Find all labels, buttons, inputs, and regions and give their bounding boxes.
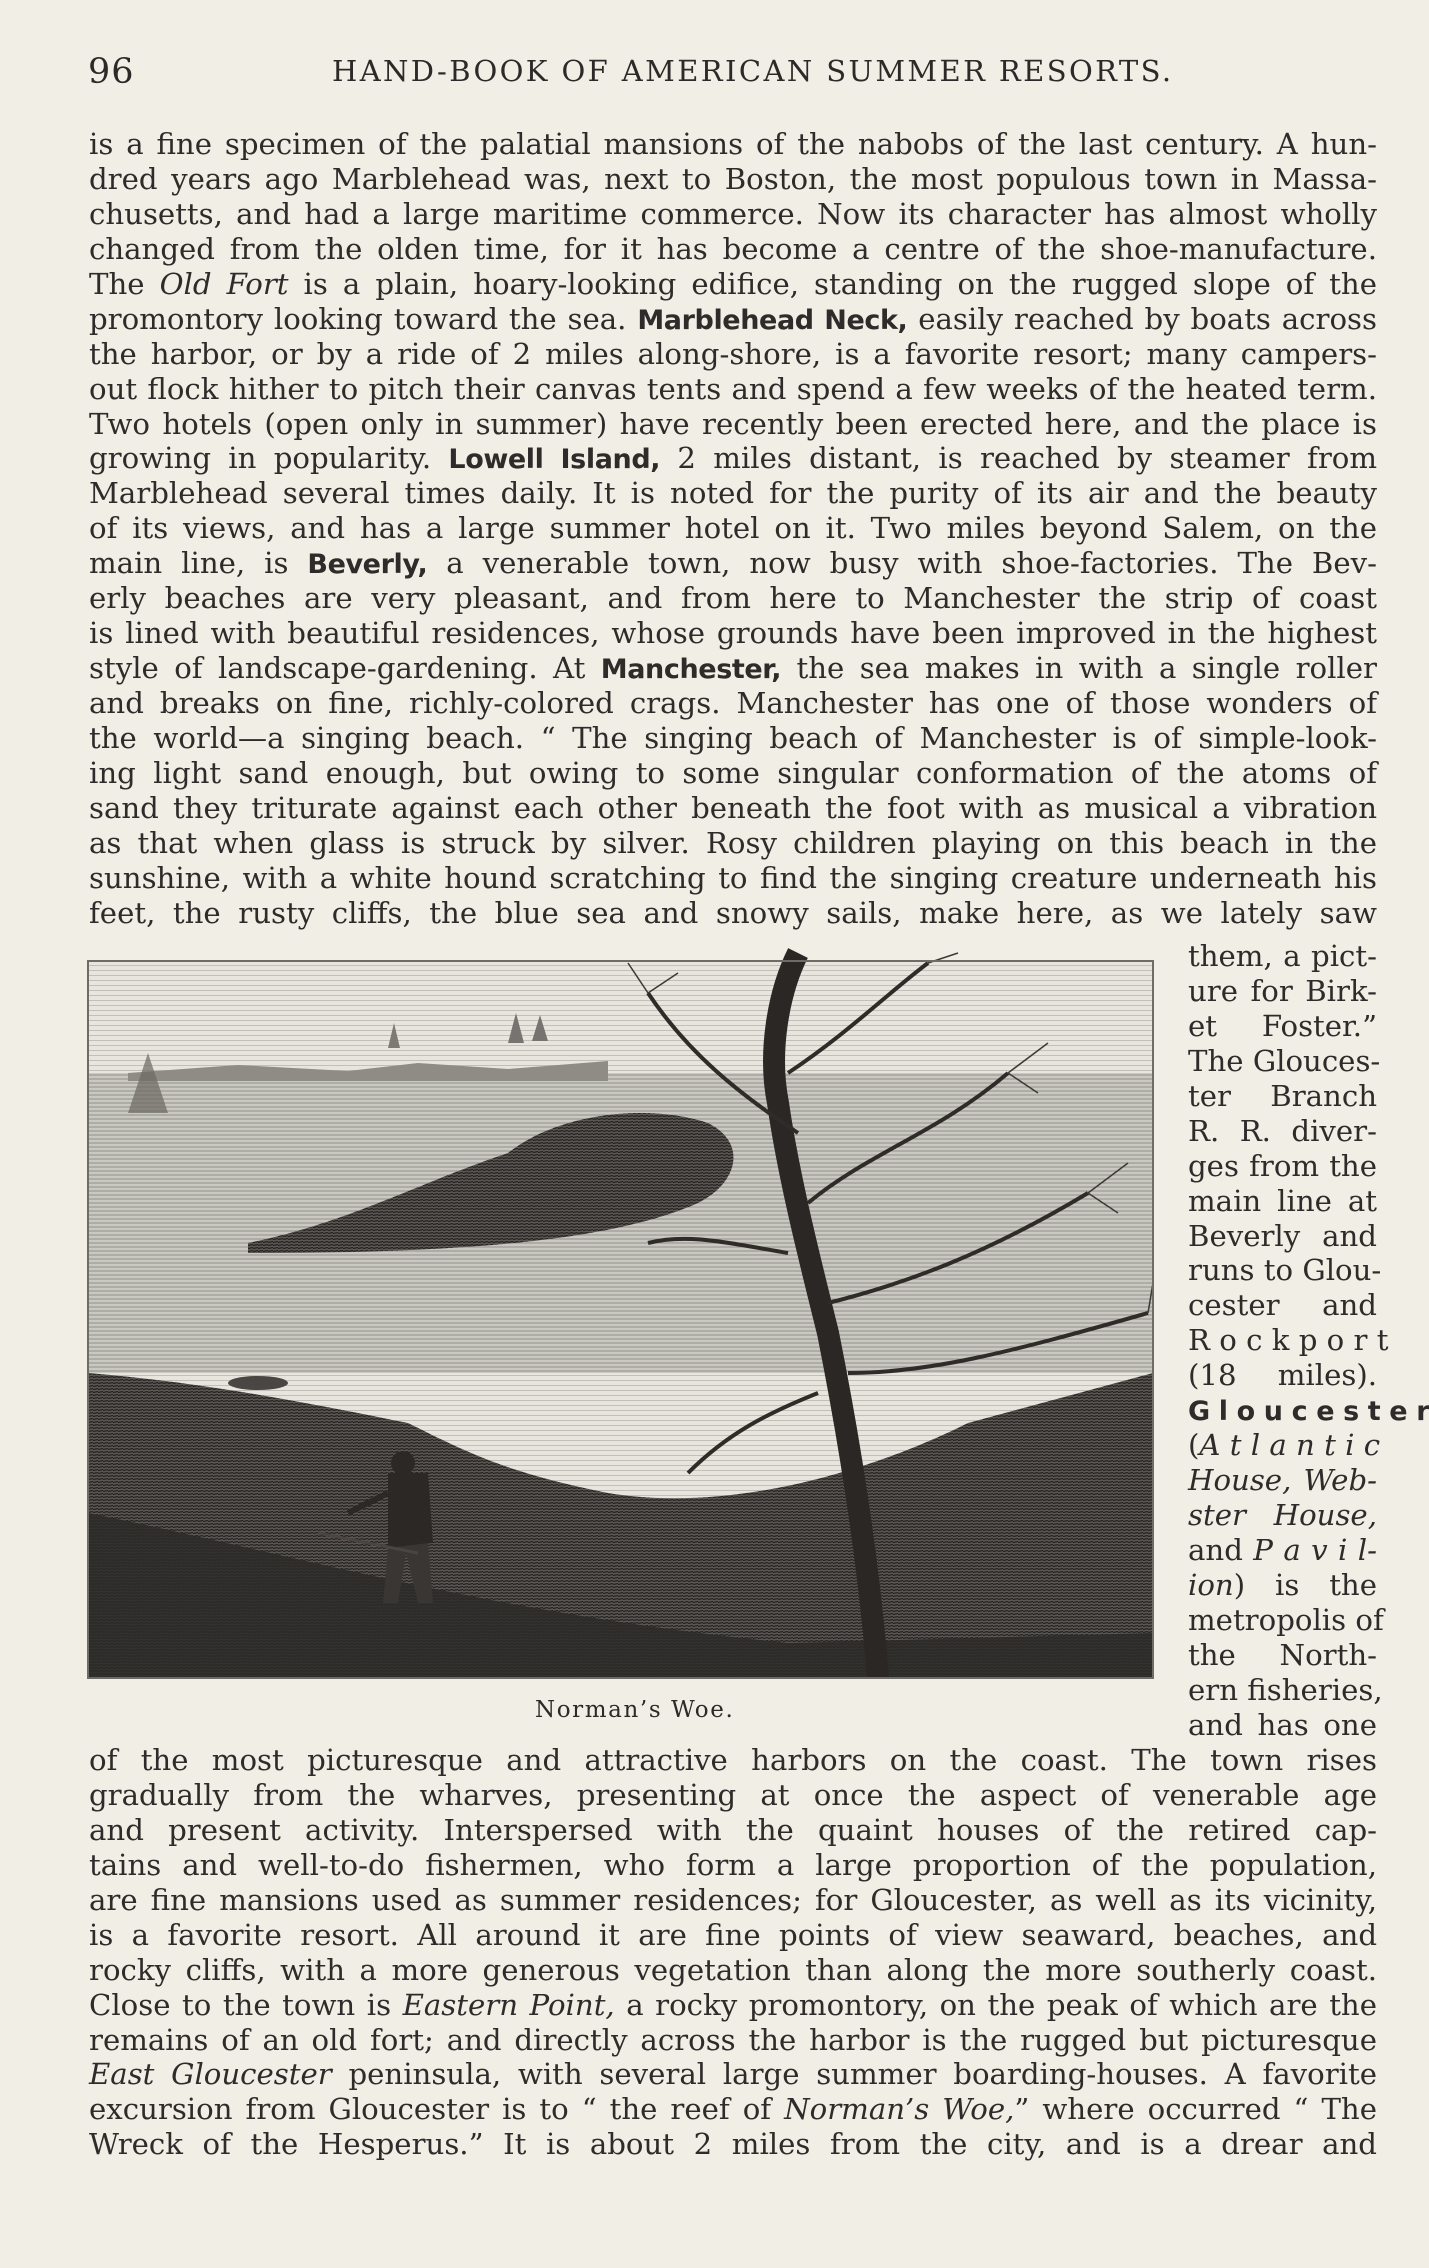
text-line <box>89 372 1377 407</box>
text-run: (18 miles). <box>1188 1358 1377 1393</box>
text-line <box>89 302 1377 337</box>
text-line <box>89 407 1377 442</box>
text-run: Marblehead several times daily. It is noted for the purity of its air and the beauty <box>89 476 1377 511</box>
text-line <box>1188 1253 1382 1288</box>
italic-text: House, Web- <box>1188 1463 1377 1498</box>
text-run: easily reached by boats across <box>907 301 1377 336</box>
text-run: and breaks on fine, richly-colored crags. Manchester has one of those wonders of <box>89 686 1377 720</box>
page-number: 96 <box>88 52 135 92</box>
text-line <box>89 896 1377 931</box>
text-run: ure for Birk- <box>1188 973 1377 1008</box>
text-run: sunshine, with a white hound scratching to find the singing creature underneath his <box>89 860 1377 895</box>
text-run: 2 miles distant, is reached by steamer from <box>660 441 1378 476</box>
italic-text: Norman’s Woe, <box>784 2092 1015 2127</box>
text-line <box>1188 1079 1377 1114</box>
text-line <box>89 2057 1377 2092</box>
italic-text: Eastern Point, <box>402 1987 615 2022</box>
text-line <box>1188 1358 1377 1393</box>
text-line <box>89 441 1377 476</box>
text-line <box>89 127 1377 162</box>
text-run: them, a pict- <box>1188 939 1377 973</box>
text-run: ing light sand enough, but owing to some singular conformation of the atoms of <box>89 755 1377 790</box>
text-run: main line, is <box>89 546 308 581</box>
place-name: Beverly, <box>307 549 428 581</box>
text-line <box>89 476 1377 511</box>
text-run: of the most picturesque and attractive harbors on the coast. The town rises <box>89 1743 1377 1777</box>
text-run: runs to Glou- <box>1188 1253 1382 1288</box>
text-line <box>89 686 1377 721</box>
text-run: the harbor, or by a ride of 2 miles along-shore, is a favorite resort; many campers- <box>89 336 1377 371</box>
text-run: changed from the olden time, for it has become a centre of the shoe-manufacture. <box>89 231 1377 266</box>
text-line <box>1188 1288 1377 1323</box>
text-line <box>89 1848 1377 1883</box>
text-run: ( <box>1188 1428 1200 1463</box>
text-run: style of landscape-gardening. At <box>89 651 601 686</box>
text-line <box>89 1813 1377 1848</box>
text-run: and <box>1188 1532 1254 1567</box>
page-header <box>88 52 1378 98</box>
place-name: Manchester, <box>600 654 782 686</box>
body-text-bottom <box>89 1743 1377 2162</box>
text-run: and has one <box>1188 1707 1377 1742</box>
text-run: The <box>89 266 160 301</box>
text-run: ern fisheries, <box>1188 1672 1383 1707</box>
text-line <box>89 1883 1377 1918</box>
text-run: dred years ago Marblehead was, next to Boston, the most populous town in Massa- <box>89 161 1377 196</box>
text-run: ter Branch <box>1188 1078 1377 1113</box>
text-run: metropolis of <box>1188 1602 1384 1637</box>
text-run: et Foster.” <box>1188 1008 1377 1043</box>
text-line <box>1188 1114 1377 1149</box>
text-run: gradually from the wharves, presenting at once the aspect of venerable age <box>89 1777 1377 1812</box>
text-run: chusetts, and had a large maritime commerce. Now its character has almost wholly <box>89 196 1377 231</box>
text-line <box>89 2127 1377 2162</box>
text-line <box>89 162 1377 197</box>
text-run: a rocky promontory, on the peak of which are the <box>614 1987 1377 2022</box>
text-line <box>89 756 1377 791</box>
text-run: is a fine specimen of the palatial mansions of the nabobs of the last century. A hun- <box>89 127 1377 161</box>
side-column-text <box>1188 939 1429 1743</box>
place-name: Lowell Island, <box>448 444 661 476</box>
text-line <box>1188 1533 1377 1568</box>
text-run: the world—a singing beach. “ The singing beach of Manchester is of simple-look- <box>89 720 1377 755</box>
text-line <box>89 546 1377 581</box>
italic-text: ion <box>1188 1567 1234 1602</box>
text-line <box>89 337 1377 372</box>
engraving-normans-woe <box>88 953 1158 1688</box>
text-line <box>89 511 1377 546</box>
text-run: a venerable town, now busy with shoe-factories. The Bev- <box>427 546 1377 581</box>
text-line <box>1188 1009 1377 1044</box>
text-run: Wreck of the Hesperus.” It is about 2 miles from the city, and is a drear and <box>89 2127 1377 2162</box>
text-run: tains and well-to-do fishermen, who form a large proportion of the population, <box>89 1847 1377 1882</box>
italic-text: A t l a n t i c <box>1199 1428 1381 1463</box>
text-run: as that when glass is struck by silver. Rosy children playing on this beach in the <box>89 825 1377 860</box>
text-run: Close to the town is <box>89 1987 403 2022</box>
text-line <box>1188 974 1377 1009</box>
text-run: excursion from Gloucester is to “ the reef of <box>89 2092 785 2127</box>
text-run: main line at <box>1188 1183 1377 1218</box>
text-run: ) is the <box>1233 1567 1377 1602</box>
text-run: promontory looking toward the sea. <box>89 301 638 336</box>
text-line <box>89 1778 1377 1813</box>
text-line <box>89 581 1377 616</box>
text-line <box>1188 1602 1384 1638</box>
text-run: Two hotels (open only in summer) have recently been erected here, and the place is <box>89 406 1377 441</box>
text-run: out flock hither to pitch their canvas tents and spend a few weeks of the heated term. <box>89 371 1377 406</box>
text-run: growing in popularity. <box>89 441 449 476</box>
body-text-top <box>89 127 1377 931</box>
text-run: remains of an old fort; and directly across the harbor is the rugged but picturesque <box>89 2022 1377 2057</box>
text-line <box>1188 1638 1377 1673</box>
text-run: the sea makes in with a single roller <box>781 651 1377 686</box>
rowboat <box>228 1376 288 1390</box>
text-run: the North- <box>1188 1637 1377 1672</box>
text-run: erly beaches are very pleasant, and from here to Manchester the strip of coast <box>89 581 1377 616</box>
italic-text: Old Fort <box>159 266 289 301</box>
text-line <box>89 861 1377 896</box>
italic-text: P a v i l- <box>1253 1532 1377 1567</box>
text-line <box>89 232 1377 267</box>
text-run: sand they triturate against each other beneath the foot with as musical a vibration <box>89 790 1377 825</box>
text-run: Beverly and <box>1188 1218 1377 1253</box>
text-line <box>89 1918 1377 1953</box>
text-line <box>1188 1323 1389 1358</box>
text-line <box>1188 939 1377 974</box>
italic-text: East Gloucester <box>89 2057 332 2092</box>
text-line <box>1188 1568 1377 1603</box>
place-name: Marblehead Neck, <box>637 304 908 336</box>
text-line <box>89 1953 1377 1988</box>
text-line <box>89 616 1377 651</box>
text-line <box>89 267 1377 302</box>
text-run: and present activity. Interspersed with the quaint houses of the retired cap- <box>89 1812 1377 1847</box>
text-line <box>89 826 1377 861</box>
text-line <box>89 2092 1377 2127</box>
text-line <box>89 1988 1377 2023</box>
text-run: is a favorite resort. All around it are fine points of view seaward, beaches, and <box>89 1917 1377 1952</box>
italic-text: ster House, <box>1188 1498 1377 1532</box>
text-run: of its views, and has a large summer hotel on it. Two miles beyond Salem, on the <box>89 511 1377 546</box>
text-line <box>1188 1043 1381 1079</box>
text-run: rocky cliffs, with a more generous vegetation than along the more southerly coast. <box>89 1952 1377 1987</box>
text-run: R o c k p o r t <box>1188 1323 1389 1358</box>
text-run: is lined with beautiful residences, whose grounds have been improved in the highest <box>89 616 1377 651</box>
text-line <box>89 1743 1377 1778</box>
text-line <box>1188 1184 1377 1219</box>
text-line <box>1188 1463 1377 1498</box>
text-run: ” where occurred “ The <box>1014 2092 1377 2127</box>
text-line <box>1188 1672 1383 1708</box>
text-run: ges from the <box>1188 1148 1377 1183</box>
text-run: is a plain, hoary-looking edifice, standing on the rugged slope of the <box>288 266 1377 301</box>
text-line <box>89 2023 1377 2058</box>
text-line <box>89 197 1377 232</box>
text-line <box>1188 1149 1377 1184</box>
engraving-illustration <box>88 953 1158 1688</box>
text-line <box>1188 1219 1377 1254</box>
text-line <box>1188 1428 1381 1463</box>
text-run: R. R. diver- <box>1188 1113 1377 1148</box>
text-line <box>1188 1393 1429 1428</box>
text-line <box>89 791 1377 826</box>
text-line <box>1188 1498 1377 1533</box>
place-name: G l o u c e s t e r <box>1188 1396 1429 1428</box>
text-run: peninsula, with several large summer boarding-houses. A favorite <box>331 2057 1377 2092</box>
text-line <box>89 651 1377 686</box>
text-line <box>1188 1708 1377 1743</box>
text-run: cester and <box>1188 1288 1377 1323</box>
text-run: The Glouces- <box>1188 1043 1381 1078</box>
text-run: are fine mansions used as summer residences; for Gloucester, as well as its vicinity, <box>89 1882 1377 1917</box>
running-head: HAND-BOOK OF AMERICAN SUMMER RESORTS. <box>332 54 1174 88</box>
text-run: feet, the rusty cliffs, the blue sea and snowy sails, make here, as we lately saw <box>89 895 1377 930</box>
text-line <box>89 721 1377 756</box>
figure-caption: Norman’s Woe. <box>535 1697 735 1723</box>
